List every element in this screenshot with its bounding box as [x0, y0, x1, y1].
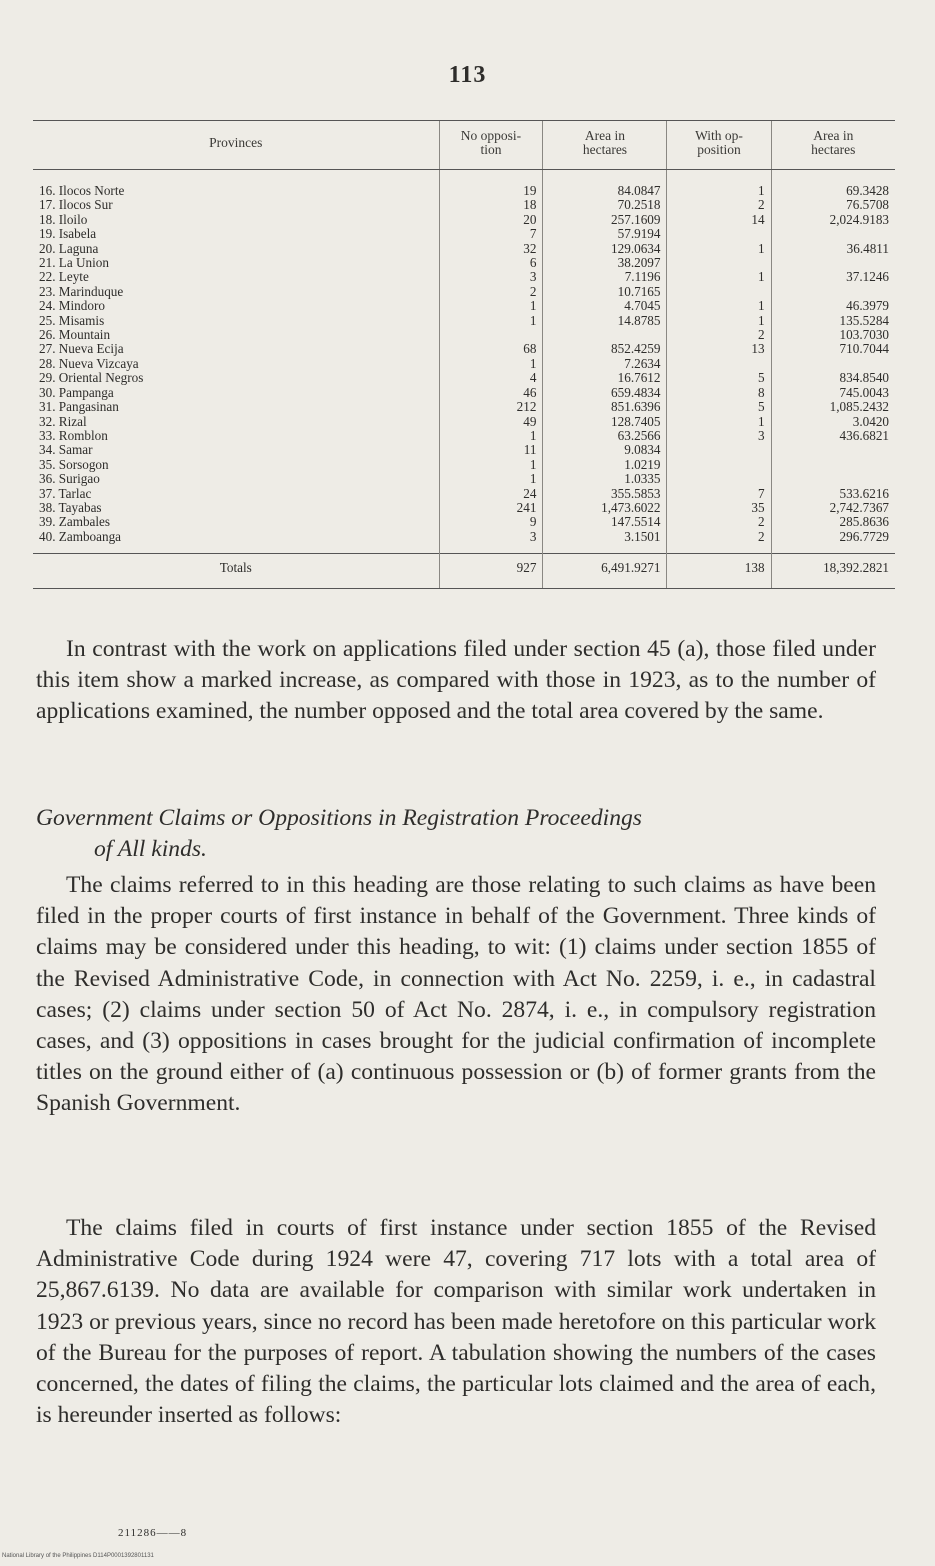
cell-with-opposition — [667, 285, 771, 299]
cell-area-with-opposition: 710.7044 — [771, 342, 895, 356]
cell-area-no-opposition: 4.7045 — [543, 299, 667, 313]
cell-area-no-opposition: 16.7612 — [543, 371, 667, 385]
cell-no-opposition: 1 — [439, 299, 543, 313]
cell-area-with-opposition — [771, 443, 895, 457]
cell-with-opposition: 5 — [667, 371, 771, 385]
cell-with-opposition: 3 — [667, 429, 771, 443]
table-row — [33, 487, 895, 501]
paragraph-claims-definition: The claims referred to in this heading are those relating to such claims as have been filed in the proper courts of first instance in behalf of the Government. Three kinds of claims may be considered under this heading, to wit: (1) claims under section 1855 of the Revised Administrative Code, in connection with Act No. 2259, i. e., in cadastral cases; (2) claims under section 50 of Act No. 2874, i. e., in compulsory registration cases, and (3) oppositions in cases brought for the judicial confirmation of incomplete titles on the ground either of (a) continuous possession or (b) of former grants from the Spanish Government. — [36, 872, 876, 1117]
cell-no-opposition: 1 — [439, 429, 543, 443]
cell-area-no-opposition: 128.7405 — [543, 415, 667, 429]
cell-province: 18. Iloilo — [39, 212, 88, 227]
cell-area-no-opposition — [543, 328, 667, 342]
cell-no-opposition — [439, 328, 543, 342]
cell-province: 40. Zamboanga — [39, 529, 122, 544]
cell-area-no-opposition: 70.2518 — [543, 198, 667, 212]
cell-area-no-opposition: 7.2634 — [543, 357, 667, 371]
cell-with-opposition — [667, 357, 771, 371]
table-row — [33, 299, 895, 313]
paragraph-claims-1924: The claims filed in courts of first instance under section 1855 of the Revised Administrative Code during 1924 were 47, covering 717 lots with a total area of 25,867.6139. No data are available for comparison with similar work undertaken in 1923 or previous years, since no record has been made heretofore on this particular work of the Bureau for the purposes of report. A tabulation showing the numbers of the cases concerned, the dates of filing the claims, the particular lots claimed and the area of each, is hereunder inserted as follows: — [36, 1215, 876, 1429]
cell-with-opposition: 1 — [667, 170, 771, 199]
table-row — [33, 328, 895, 342]
cell-area-no-opposition: 852.4259 — [543, 342, 667, 356]
table-row — [33, 472, 895, 486]
table-row — [33, 256, 895, 270]
table-row — [33, 170, 895, 199]
cell-area-no-opposition: 63.2566 — [543, 429, 667, 443]
cell-area-no-opposition: 147.5514 — [543, 515, 667, 529]
cell-with-opposition: 5 — [667, 400, 771, 414]
cell-area-no-opposition: 659.4834 — [543, 386, 667, 400]
cell-with-opposition — [667, 256, 771, 270]
cell-province: 22. Leyte — [39, 270, 89, 285]
cell-area-no-opposition: 57.9194 — [543, 227, 667, 241]
cell-no-opposition: 19 — [439, 170, 543, 199]
cell-area-no-opposition: 3.1501 — [543, 530, 667, 554]
header-with-opposition: With op- position — [667, 121, 771, 170]
section-heading-line2: of All kinds. — [94, 836, 207, 862]
cell-with-opposition: 2 — [667, 530, 771, 554]
cell-area-no-opposition: 355.5853 — [543, 487, 667, 501]
table-row — [33, 515, 895, 529]
cell-province: 20. Laguna — [39, 241, 99, 256]
table-header-row — [33, 121, 895, 170]
cell-no-opposition: 11 — [439, 443, 543, 457]
cell-with-opposition: 35 — [667, 501, 771, 515]
table-row — [33, 530, 895, 554]
cell-province: 23. Marinduque — [39, 284, 124, 299]
cell-no-opposition: 1 — [439, 314, 543, 328]
cell-area-no-opposition: 851.6396 — [543, 400, 667, 414]
cell-area-with-opposition: 1,085.2432 — [771, 400, 895, 414]
table-row — [33, 227, 895, 241]
cell-no-opposition: 7 — [439, 227, 543, 241]
cell-area-with-opposition: 296.7729 — [771, 530, 895, 554]
cell-no-opposition: 3 — [439, 270, 543, 284]
cell-province: 28. Nueva Vizcaya — [39, 356, 139, 371]
cell-province: 38. Tayabas — [39, 500, 102, 515]
cell-area-with-opposition: 69.3428 — [771, 170, 895, 199]
cell-no-opposition: 49 — [439, 415, 543, 429]
cell-no-opposition: 6 — [439, 256, 543, 270]
table-row — [33, 429, 895, 443]
header-no-opposition: No opposi- tion — [439, 121, 543, 170]
cell-no-opposition: 212 — [439, 400, 543, 414]
cell-area-no-opposition: 129.0634 — [543, 242, 667, 256]
table-row — [33, 198, 895, 212]
header-area-with-opposition: Area in hectares — [771, 121, 895, 170]
cell-province: 21. La Union — [39, 256, 109, 271]
cell-no-opposition: 18 — [439, 198, 543, 212]
cell-with-opposition: 8 — [667, 386, 771, 400]
cell-area-with-opposition — [771, 285, 895, 299]
table-row — [33, 270, 895, 284]
cell-province: 25. Misamis — [39, 313, 105, 328]
cell-area-with-opposition: 2,024.9183 — [771, 213, 895, 227]
cell-area-no-opposition: 1.0219 — [543, 458, 667, 472]
totals-row — [33, 554, 895, 589]
cell-with-opposition: 2 — [667, 515, 771, 529]
cell-with-opposition: 7 — [667, 487, 771, 501]
cell-province: 33. Romblon — [39, 428, 108, 443]
cell-province: 34. Samar — [39, 443, 93, 458]
cell-area-with-opposition: 2,742.7367 — [771, 501, 895, 515]
cell-area-with-opposition: 36.4811 — [771, 242, 895, 256]
table-row — [33, 213, 895, 227]
cell-no-opposition: 4 — [439, 371, 543, 385]
cell-no-opposition: 24 — [439, 487, 543, 501]
cell-area-with-opposition — [771, 472, 895, 486]
cell-area-no-opposition: 38.2097 — [543, 256, 667, 270]
cell-province: 19. Isabela — [39, 227, 97, 242]
table-row — [33, 400, 895, 414]
page-number: 113 — [448, 62, 487, 88]
cell-area-no-opposition: 7.1196 — [543, 270, 667, 284]
cell-area-no-opposition: 84.0847 — [543, 170, 667, 199]
cell-province: 27. Nueva Ecija — [39, 342, 124, 357]
cell-with-opposition: 1 — [667, 415, 771, 429]
cell-with-opposition — [667, 443, 771, 457]
footer-signature-code: 211286——8 — [118, 1527, 188, 1539]
cell-no-opposition: 3 — [439, 530, 543, 554]
cell-area-with-opposition: 285.8636 — [771, 515, 895, 529]
cell-province: 26. Mountain — [39, 328, 111, 343]
cell-with-opposition — [667, 458, 771, 472]
cell-no-opposition: 2 — [439, 285, 543, 299]
provinces-table — [33, 120, 895, 589]
cell-area-with-opposition: 3.0420 — [771, 415, 895, 429]
provinces-table-container — [33, 120, 895, 589]
cell-area-with-opposition — [771, 357, 895, 371]
cell-area-with-opposition — [771, 227, 895, 241]
cell-province: 39. Zambales — [39, 515, 111, 530]
cell-area-no-opposition: 1,473.6022 — [543, 501, 667, 515]
totals-with-opposition: 138 — [667, 554, 771, 589]
totals-label: Totals — [33, 554, 439, 589]
cell-area-no-opposition: 14.8785 — [543, 314, 667, 328]
section-heading — [36, 803, 876, 865]
cell-no-opposition: 20 — [439, 213, 543, 227]
cell-area-no-opposition: 10.7165 — [543, 285, 667, 299]
cell-no-opposition: 1 — [439, 357, 543, 371]
table-body — [33, 170, 895, 554]
table-row — [33, 242, 895, 256]
cell-province: 17. Ilocos Sur — [39, 198, 113, 213]
cell-area-with-opposition: 533.6216 — [771, 487, 895, 501]
cell-province: 32. Rizal — [39, 414, 87, 429]
cell-no-opposition: 1 — [439, 472, 543, 486]
cell-province: 16. Ilocos Norte — [39, 183, 125, 198]
cell-with-opposition — [667, 472, 771, 486]
cell-area-with-opposition: 436.6821 — [771, 429, 895, 443]
cell-province: 31. Pangasinan — [39, 400, 119, 415]
cell-with-opposition: 1 — [667, 314, 771, 328]
table-row — [33, 415, 895, 429]
table-row — [33, 342, 895, 356]
cell-province: 37. Tarlac — [39, 486, 92, 501]
cell-province: 36. Surigao — [39, 472, 100, 487]
cell-no-opposition: 46 — [439, 386, 543, 400]
cell-province: 30. Pampanga — [39, 385, 114, 400]
totals-area-with-opposition: 18,392.2821 — [771, 554, 895, 589]
cell-area-with-opposition: 834.8540 — [771, 371, 895, 385]
table-row — [33, 357, 895, 371]
table-row — [33, 314, 895, 328]
section-heading-line1: Government Claims or Oppositions in Registration Proceedings — [36, 805, 642, 831]
library-scan-line: National Library of the Philippines D114P0001392801131 — [2, 1553, 154, 1559]
paragraph-contrast: In contrast with the work on applications filed under section 45 (a), those filed under this item show a marked increase, as compared with those in 1923, as to the number of applications examined, the number opposed and the total area covered by the same. — [36, 636, 876, 725]
cell-area-no-opposition: 257.1609 — [543, 213, 667, 227]
cell-province: 24. Mindoro — [39, 299, 105, 314]
table-row — [33, 371, 895, 385]
cell-area-no-opposition: 9.0834 — [543, 443, 667, 457]
header-area-no-opposition: Area in hectares — [543, 121, 667, 170]
header-provinces: Provinces — [33, 121, 439, 170]
table-row — [33, 458, 895, 472]
cell-with-opposition: 1 — [667, 299, 771, 313]
cell-province: 29. Oriental Negros — [39, 371, 144, 386]
cell-with-opposition: 2 — [667, 198, 771, 212]
cell-area-with-opposition: 37.1246 — [771, 270, 895, 284]
cell-with-opposition: 14 — [667, 213, 771, 227]
cell-area-with-opposition: 46.3979 — [771, 299, 895, 313]
cell-no-opposition: 241 — [439, 501, 543, 515]
cell-area-with-opposition: 135.5284 — [771, 314, 895, 328]
cell-area-with-opposition: 103.7030 — [771, 328, 895, 342]
cell-with-opposition: 1 — [667, 242, 771, 256]
table-row — [33, 443, 895, 457]
table-row — [33, 386, 895, 400]
cell-no-opposition: 1 — [439, 458, 543, 472]
totals-area-no-opposition: 6,491.9271 — [543, 554, 667, 589]
cell-area-no-opposition: 1.0335 — [543, 472, 667, 486]
cell-province: 35. Sorsogon — [39, 457, 109, 472]
totals-no-opposition: 927 — [439, 554, 543, 589]
cell-with-opposition: 1 — [667, 270, 771, 284]
cell-with-opposition: 2 — [667, 328, 771, 342]
cell-area-with-opposition — [771, 458, 895, 472]
cell-no-opposition: 68 — [439, 342, 543, 356]
cell-area-with-opposition: 76.5708 — [771, 198, 895, 212]
cell-area-with-opposition — [771, 256, 895, 270]
cell-area-with-opposition: 745.0043 — [771, 386, 895, 400]
table-row — [33, 501, 895, 515]
cell-no-opposition: 32 — [439, 242, 543, 256]
table-row — [33, 285, 895, 299]
cell-with-opposition: 13 — [667, 342, 771, 356]
cell-no-opposition: 9 — [439, 515, 543, 529]
cell-with-opposition — [667, 227, 771, 241]
